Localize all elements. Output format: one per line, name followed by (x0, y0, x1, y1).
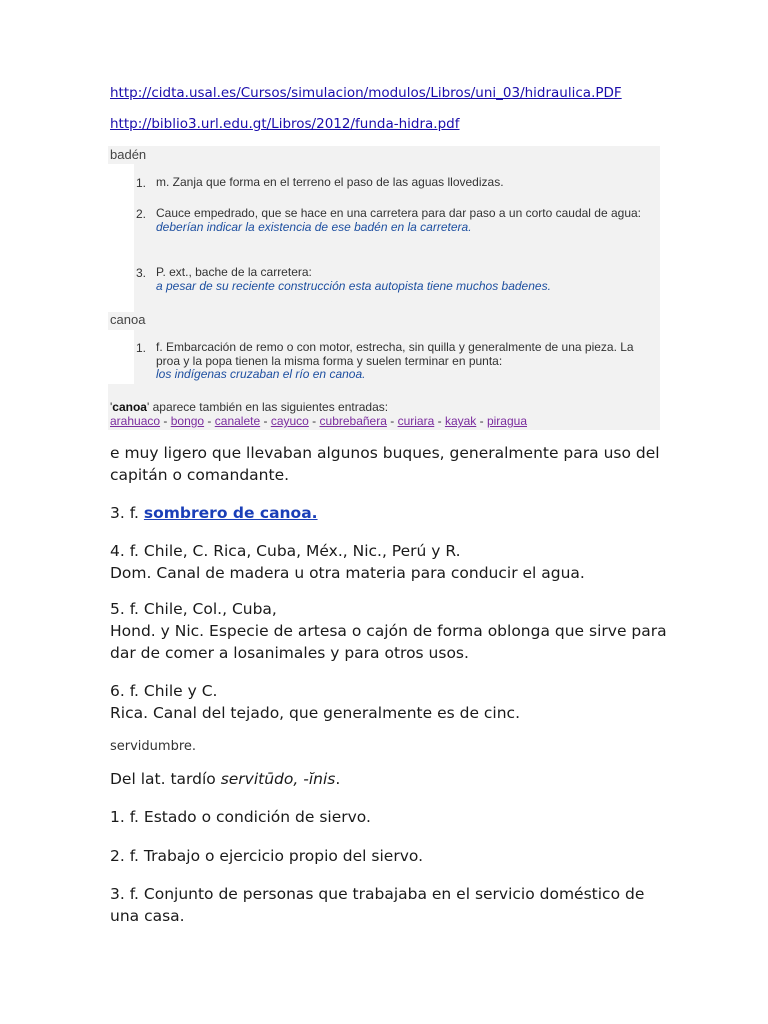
entry-separator: - (476, 414, 487, 428)
paragraph (110, 540, 670, 584)
section-head-servidumbre: servidumbre. (110, 739, 197, 754)
paragraph (110, 502, 670, 524)
definition-example: los indígenas cruzaban el río en canoa. (156, 367, 366, 381)
related-entry-kayak[interactable]: kayak (444, 414, 477, 428)
entry-separator: - (204, 414, 215, 428)
paragraph (110, 598, 670, 664)
paragraph-line: Rica. Canal del tejado, que generalmente es de cinc. (110, 704, 521, 722)
def-number: 2. (135, 207, 146, 221)
related-entry-canalete[interactable]: canalete (214, 414, 261, 428)
entry-separator: - (160, 414, 171, 428)
paragraph-line: 5. f. Chile, Col., Cuba, (110, 600, 277, 618)
definition-text: Cauce empedrado, que se hace en una carretera para dar paso a un corto caudal de agua: (156, 206, 641, 220)
paragraph: 2. f. Trabajo o ejercicio propio del siervo. (110, 847, 424, 865)
related-entry-arahuaco[interactable]: arahuaco (110, 414, 161, 428)
entry-separator: - (308, 414, 320, 428)
paragraph: e muy ligero que llevaban algunos buques, generalmente para uso del capitán o comandante. (110, 444, 660, 484)
etymology-prefix: Del lat. tardío (110, 770, 221, 788)
related-entry-piragua[interactable]: piragua (486, 414, 527, 428)
etymology (110, 768, 670, 790)
def-number: 1. (135, 341, 146, 355)
paragraph: 1. f. Estado o condición de siervo. (110, 808, 371, 826)
etymology-suffix: . (335, 770, 341, 788)
entry-separator: - (434, 414, 445, 428)
definition-text: m. Zanja que forma en el terreno el paso de las aguas llovedizas. (156, 175, 504, 189)
indent-gutter (108, 330, 134, 384)
paragraph (110, 680, 670, 724)
related-word: canoa (112, 400, 147, 414)
link-hidraulica-pdf[interactable]: http://cidta.usal.es/Cursos/simulacion/modulos/Libros/uni_03/hidraulica.PDF (110, 85, 622, 101)
headword-baden: badén (110, 147, 147, 162)
related-entry-cubrebañera[interactable]: cubrebañera (319, 414, 387, 428)
paragraph-line: 6. f. Chile y C. (110, 682, 218, 700)
definition (156, 266, 656, 293)
related-entries (110, 400, 527, 428)
paragraph-line: Dom. Canal de madera u otra materia para conducir el agua. (110, 564, 585, 582)
entry-separator: - (260, 414, 271, 428)
dictionary-box (108, 146, 660, 430)
paragraph: 3. f. Conjunto de personas que trabajaba en el servicio doméstico de una casa. (110, 885, 645, 925)
definition-text: f. Embarcación de remo o con motor, estrecha, sin quilla y generalmente de una pieza. La proa y la popa tienen la misma forma y suelen terminar en punta: (156, 340, 634, 368)
definition-example: deberían indicar la existencia de ese badén en la carretera. (156, 219, 472, 234)
related-entry-cayuco[interactable]: cayuco (270, 414, 309, 428)
paragraph-line: 4. f. Chile, C. Rica, Cuba, Méx., Nic., Perú y R. (110, 542, 461, 560)
definition (156, 207, 656, 234)
related-intro: ' aparece también en las siguientes entradas: (146, 400, 389, 414)
definition (156, 176, 656, 190)
quote-open: ' (110, 400, 113, 414)
related-entry-bongo[interactable]: bongo (170, 414, 205, 428)
definition-text: P. ext., bache de la carretera: (156, 265, 312, 279)
related-entry-curiara[interactable]: curiara (397, 414, 435, 428)
headword-canoa: canoa (110, 312, 146, 327)
link-sombrero-de-canoa[interactable]: sombrero de canoa. (143, 504, 318, 522)
definition-example: a pesar de su reciente construcción esta autopista tiene muchos badenes. (156, 278, 551, 293)
entry-separator: - (386, 414, 398, 428)
etymology-word: servitūdo, -ĭnis (220, 770, 336, 788)
link-funda-hidra-pdf[interactable]: http://biblio3.url.edu.gt/Libros/2012/funda-hidra.pdf (110, 116, 460, 132)
indent-gutter (108, 164, 134, 312)
related-entry-list (110, 414, 527, 428)
def-number: 3. (135, 266, 146, 280)
paragraph-line: Hond. y Nic. Especie de artesa o cajón de forma oblonga que sirve para dar de comer a losanimales y para otros usos. (110, 622, 667, 662)
def-number: 1. (135, 176, 146, 190)
definition (156, 341, 656, 382)
paragraph-prefix: 3. f. (110, 504, 144, 522)
